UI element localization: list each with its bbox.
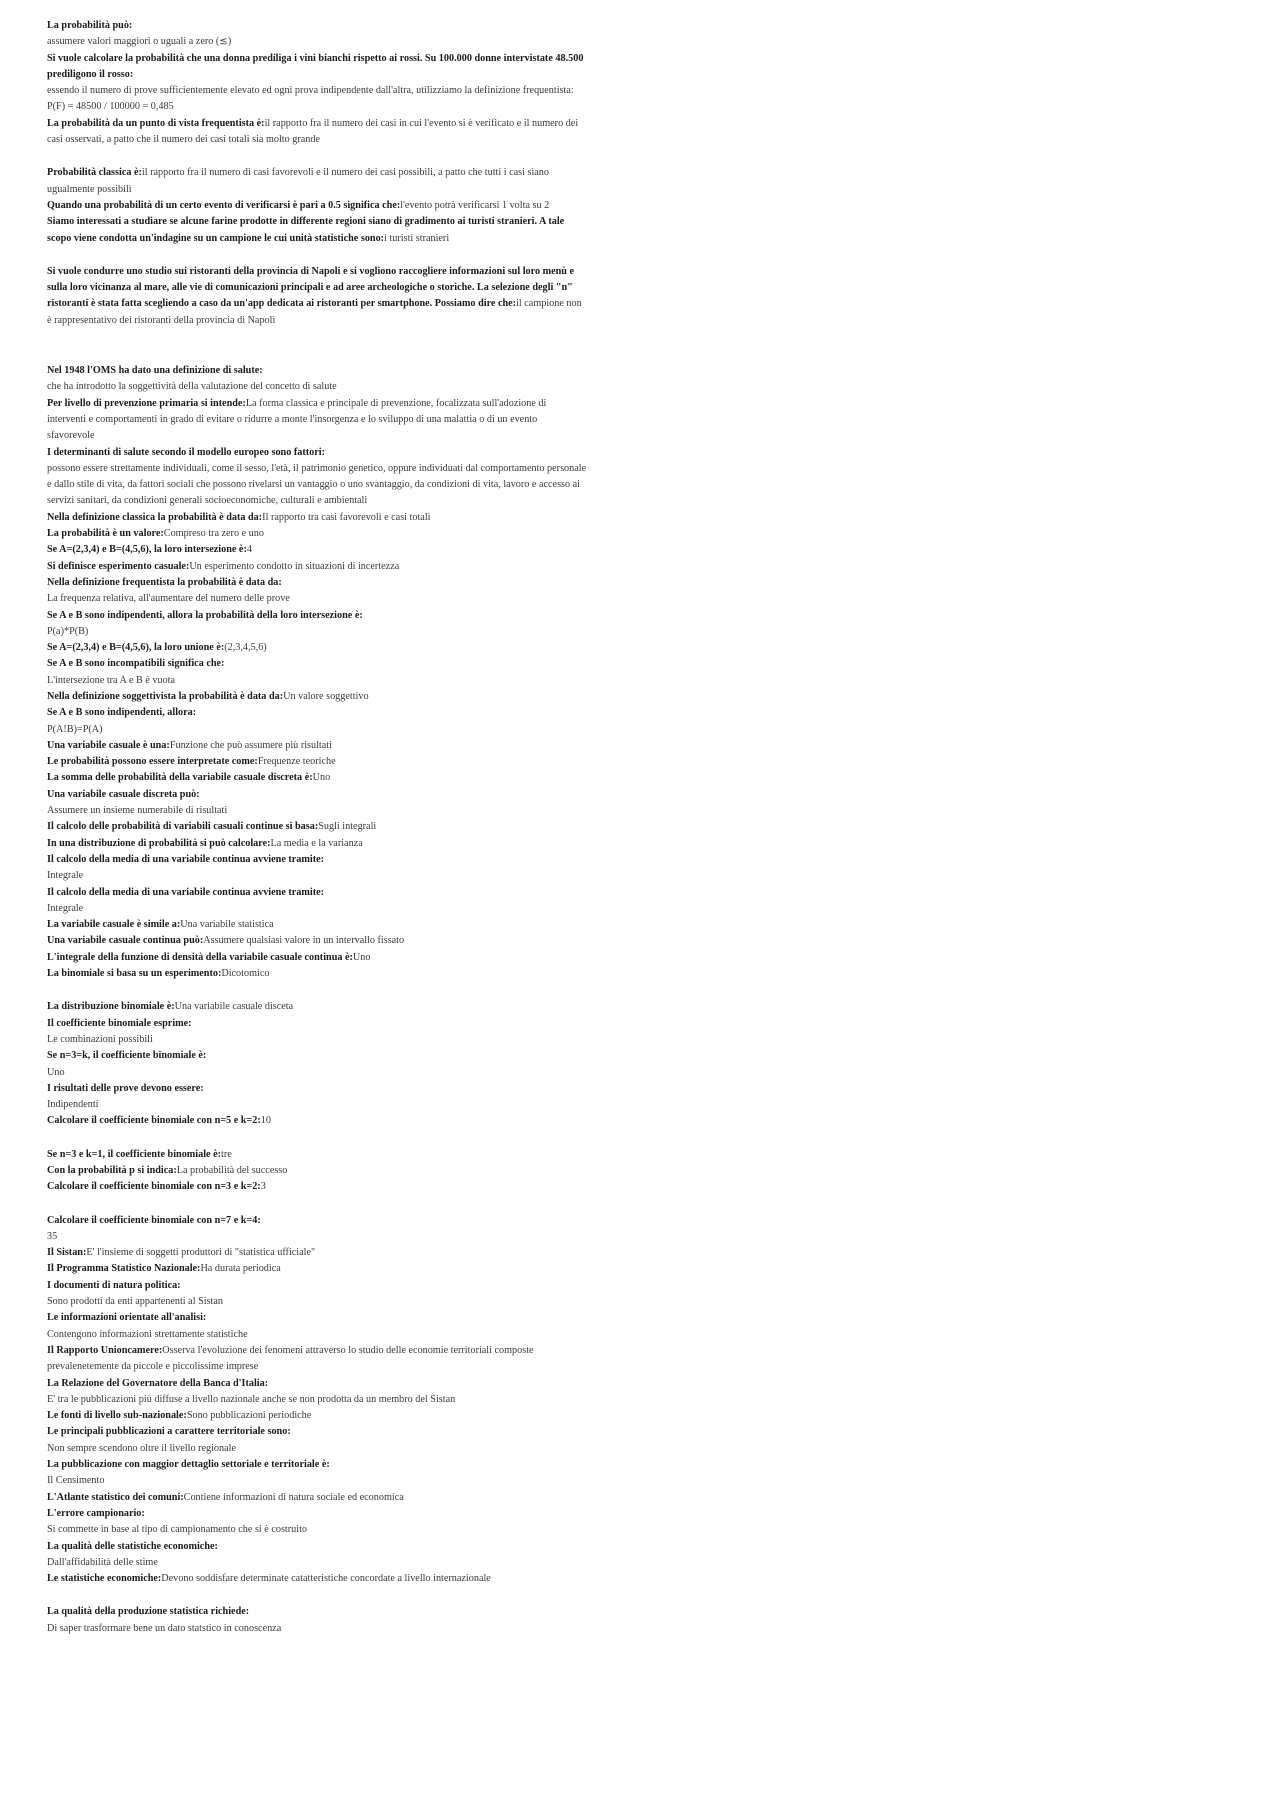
question-text: Quando una probabilità di un certo evento di verificarsi è pari a 0.5 significa che: xyxy=(47,199,401,211)
qa-paragraph xyxy=(47,51,587,116)
question-text: Il Sistan: xyxy=(47,1247,87,1259)
answer-text: (2,3,4,5,6) xyxy=(224,642,267,654)
question-text: Si vuole condurre uno studio sui ristoranti della provincia di Napoli e si vogliono raccogliere informazioni sul loro menù e sulla loro vicinanza al mare, alle vie di comunicazioni principali e ad aree archeologiche o storiche. La selezione degli "n" ristoranti è stata fatta scegliendo a caso da un'app dedicata ai ristoranti per smartphone. Possiamo dire che: xyxy=(47,265,575,310)
answer-text: Osserva l'evoluzione dei fenomeni attraverso lo studio delle economie territoriali composte prevalenetemente da piccole e piccolissime imprese xyxy=(47,1344,534,1373)
paragraph-spacer xyxy=(47,1196,587,1213)
question-text: Il calcolo della media di una variabile continua avviene tramite: xyxy=(47,886,325,898)
paragraph-spacer xyxy=(47,329,587,363)
answer-text: La frequenza relativa, all'aumentare del numero delle prove xyxy=(47,593,290,605)
qa-paragraph xyxy=(47,1147,587,1163)
qa-paragraph xyxy=(47,165,587,198)
answer-text: l'evento potrà verificarsi 1 volta su 2 xyxy=(400,199,550,211)
answer-text: il rapporto fra il numero di casi favorevoli e il numero dei casi possibili, a patto che tutti i casi siano ugualmente possibili xyxy=(47,167,549,195)
qa-paragraph xyxy=(47,18,587,51)
answer-text: assumere valori maggiori o uguali a zero (≲) xyxy=(47,36,232,48)
qa-paragraph xyxy=(47,1179,587,1195)
answer-text: 10 xyxy=(260,1115,271,1127)
question-text: L'integrale della funzione di densità della variabile casuale continua è: xyxy=(47,951,353,963)
question-text: Una variabile casuale è una: xyxy=(47,739,170,751)
question-text: La probabilità da un punto di vista frequentista è: xyxy=(47,117,265,129)
qa-paragraph xyxy=(47,575,587,608)
qa-paragraph xyxy=(47,1245,587,1261)
answer-text: Di saper trasformare bene un dato statstico in conoscenza xyxy=(47,1622,282,1634)
question-text: Calcolare il coefficiente binomiale con n=5 e k=2: xyxy=(47,1115,261,1127)
answer-text: 3 xyxy=(260,1181,266,1193)
question-text: Il Programma Statistico Nazionale: xyxy=(47,1263,201,1275)
question-text: Le principali pubblicazioni a carattere territoriale sono: xyxy=(47,1426,291,1438)
qa-paragraph xyxy=(47,1113,587,1129)
question-text: Le informazioni orientate all'analisi: xyxy=(47,1312,207,1324)
qa-paragraph xyxy=(47,445,587,510)
answer-text: Assumere un insieme numerabile di risultati xyxy=(47,805,228,817)
answer-text: La media e la varianza xyxy=(270,837,363,849)
qa-paragraph xyxy=(47,705,587,738)
answer-text: essendo il numero di prove sufficientemente elevato ed ogni prova indipendente dall'altra, utilizziamo la definizione frequentista: P(F) = 48500 / 100000 = 0,485 xyxy=(47,85,574,113)
question-text: Il calcolo delle probabilità di variabili casuali continue si basa: xyxy=(47,821,319,833)
answer-text: Funzione che può assumere più risultati xyxy=(169,739,332,751)
answer-text: Indipendenti xyxy=(47,1099,99,1111)
question-text: Una variabile casuale discreta può: xyxy=(47,788,200,800)
answer-text: E' tra le pubblicazioni più diffuse a livello nazionale anche se non prodotta da un membro del Sistan xyxy=(47,1393,456,1405)
answer-text: i turisti stranieri xyxy=(384,232,450,244)
qa-paragraph xyxy=(47,198,587,214)
qa-paragraph xyxy=(47,1490,587,1506)
answer-text: tre xyxy=(221,1148,232,1160)
qa-paragraph xyxy=(47,689,587,705)
answer-text: Le combinazioni possibili xyxy=(47,1033,153,1045)
answer-text: L'intersezione tra A e B è vuota xyxy=(47,674,176,686)
question-text: Probabilità classica è: xyxy=(47,167,142,179)
paragraph-spacer xyxy=(47,247,587,264)
answer-text: Frequenze teoriche xyxy=(257,756,336,768)
qa-paragraph xyxy=(47,1016,587,1049)
question-text: La variabile casuale è simile a: xyxy=(47,919,181,931)
paragraph-spacer xyxy=(47,148,587,165)
qa-paragraph xyxy=(47,819,587,835)
question-text: La binomiale si basa su un esperimento: xyxy=(47,968,222,980)
qa-paragraph xyxy=(47,1310,587,1343)
qa-paragraph xyxy=(47,559,587,575)
answer-text: Il rapporto tra casi favorevoli e casi totali xyxy=(262,511,431,523)
question-text: I documenti di natura politica: xyxy=(47,1279,181,1291)
qa-paragraph xyxy=(47,1457,587,1490)
qa-paragraph xyxy=(47,836,587,852)
answer-text: Uno xyxy=(47,1066,65,1078)
question-text: Se n=3 e k=1, il coefficiente binomiale è: xyxy=(47,1148,222,1160)
question-text: Nella definizione soggettivista la probabilità è data da: xyxy=(47,690,284,702)
answer-text: Una variabile casuale disceta xyxy=(174,1001,294,1013)
qa-paragraph xyxy=(47,510,587,526)
question-text: Se A e B sono indipendenti, allora: xyxy=(47,707,197,719)
qa-paragraph xyxy=(47,1261,587,1277)
answer-text: Integrale xyxy=(47,902,84,914)
question-text: Il Rapporto Unioncamere: xyxy=(47,1344,163,1356)
qa-paragraph xyxy=(47,1424,587,1457)
question-text: Il coefficiente binomiale esprime: xyxy=(47,1017,192,1029)
question-text: La qualità della produzione statistica richiede: xyxy=(47,1606,250,1618)
qa-paragraph xyxy=(47,1408,587,1424)
paragraph-spacer xyxy=(47,1130,587,1147)
qa-paragraph xyxy=(47,363,587,396)
answer-text: possono essere strettamente individuali, come il sesso, l'età, il patrimonio genetico, oppure individuati dal comportamento personale e dallo stile di vita, da fattori sociali che possono rivelarsi un vantaggio o uno svantaggio, da condizioni di vita, lavoro e accesso ai servizi sanitari, da condizioni generali socioeconomiche, culturali e ambientali xyxy=(47,462,587,507)
question-text: Nella definizione frequentista la probabilità è data da: xyxy=(47,576,282,588)
answer-text: P(a)*P(B) xyxy=(47,625,89,637)
answer-text: il campione non è rappresentativo dei ristoranti della provincia di Napoli xyxy=(47,298,582,326)
answer-text: Dall'affidabilità delle stime xyxy=(47,1556,158,1568)
question-text: La pubblicazione con maggior dettaglio settoriale e territoriale è: xyxy=(47,1459,330,1471)
qa-paragraph xyxy=(47,738,587,754)
question-text: L'Atlante statistico dei comuni: xyxy=(47,1491,184,1503)
qa-paragraph xyxy=(47,1081,587,1114)
answer-text: Un esperimento condotto in situazioni di incertezza xyxy=(189,560,400,572)
question-text: Il calcolo della media di una variabile continua avviene tramite: xyxy=(47,853,325,865)
question-text: La probabilità è un valore: xyxy=(47,528,164,540)
answer-text: Ha durata periodica xyxy=(200,1263,281,1275)
qa-paragraph xyxy=(47,1376,587,1409)
qa-paragraph xyxy=(47,1048,587,1081)
question-text: Calcolare il coefficiente binomiale con n=3 e k=2: xyxy=(47,1181,261,1193)
qa-paragraph xyxy=(47,264,587,329)
question-text: L'errore campionario: xyxy=(47,1507,145,1519)
answer-text: Il Censimento xyxy=(47,1475,105,1487)
qa-paragraph xyxy=(47,608,587,641)
question-text: La distribuzione binomiale è: xyxy=(47,1001,175,1013)
qa-paragraph xyxy=(47,999,587,1015)
paragraph-spacer xyxy=(47,982,587,999)
answer-text: Contiene informazioni di natura sociale ed economica xyxy=(183,1491,404,1503)
answer-text: Integrale xyxy=(47,870,84,882)
answer-text: Compreso tra zero e uno xyxy=(163,528,264,540)
answer-text: che ha introdotto la soggettività della valutazione del concetto di salute xyxy=(47,381,337,393)
qa-paragraph xyxy=(47,787,587,820)
qa-paragraph xyxy=(47,640,587,656)
answer-text: Non sempre scendono oltre il livello regionale xyxy=(47,1442,236,1454)
qa-paragraph xyxy=(47,885,587,918)
question-text: Una variabile casuale continua può: xyxy=(47,935,204,947)
question-text: I determinanti di salute secondo il modello europeo sono fattori: xyxy=(47,446,325,458)
answer-text: Contengono informazioni strettamente statistiche xyxy=(47,1328,248,1340)
answer-text: La forma classica e principale di prevenzione, focalizzata sull'adozione di interventi e comportamenti in grado di evitare o ridurre a monte l'insorgenza e lo sviluppo di una malattia o di un evento sfavorevole xyxy=(47,397,547,442)
question-text: Se A e B sono incompatibili significa che: xyxy=(47,658,225,670)
question-text: I risultati delle prove devono essere: xyxy=(47,1082,204,1094)
answer-text: Sugli integrali xyxy=(318,821,377,833)
qa-paragraph xyxy=(47,214,587,247)
document-body xyxy=(47,18,587,1637)
question-text: Si definisce esperimento casuale: xyxy=(47,560,190,572)
qa-paragraph xyxy=(47,950,587,966)
question-text: Se A e B sono indipendenti, allora la probabilità della loro intersezione è: xyxy=(47,609,363,621)
qa-paragraph xyxy=(47,1213,587,1246)
answer-text: E' l'insieme di soggetti produttori di "statistica ufficiale" xyxy=(86,1247,316,1259)
question-text: Nella definizione classica la probabilità è data da: xyxy=(47,511,263,523)
question-text: In una distribuzione di probabilità si può calcolare: xyxy=(47,837,271,849)
question-text: Calcolare il coefficiente binomiale con n=7 e k=4: xyxy=(47,1214,261,1226)
qa-paragraph xyxy=(47,852,587,885)
answer-text: Sono prodotti da enti appartenenti al Sistan xyxy=(47,1296,223,1308)
question-text: Le fonti di livello sub-nazionale: xyxy=(47,1410,187,1422)
qa-paragraph xyxy=(47,1343,587,1376)
answer-text: 4 xyxy=(246,544,252,556)
qa-paragraph xyxy=(47,1506,587,1539)
question-text: Se A=(2,3,4) e B=(4,5,6), la loro unione è: xyxy=(47,642,225,654)
qa-paragraph xyxy=(47,542,587,558)
question-text: Siamo interessati a studiare se alcune farine prodotte in differente regioni siano di gradimento ai turisti stranieri. A tale scopo viene condotta un'indagine su un campione le cui unità statistiche sono: xyxy=(47,216,565,244)
question-text: Con la probabilità p si indica: xyxy=(47,1165,177,1176)
paragraph-spacer xyxy=(47,1587,587,1604)
answer-text: il rapporto fra il numero dei casi in cui l'evento si è verificato e il numero dei casi osservati, a patto che il numero dei casi totali sia molto grande xyxy=(47,117,579,146)
answer-text: La probabilità del successo xyxy=(176,1165,288,1176)
answer-text: Uno xyxy=(352,951,371,963)
answer-text: Si commette in base al tipo di campionamento che si è costruito xyxy=(47,1524,308,1536)
question-text: La somma delle probabilità della variabile casuale discreta è: xyxy=(47,772,313,784)
qa-paragraph xyxy=(47,1278,587,1311)
qa-paragraph xyxy=(47,1571,587,1587)
qa-paragraph xyxy=(47,770,587,786)
question-text: La Relazione del Governatore della Banca d'Italia: xyxy=(47,1377,269,1389)
answer-text: Dicotomico xyxy=(221,968,270,980)
question-text: Se n=3=k, il coefficiente binomiale è: xyxy=(47,1050,207,1062)
question-text: Per livello di prevenzione primaria si intende: xyxy=(47,397,246,409)
qa-paragraph xyxy=(47,917,587,933)
qa-paragraph xyxy=(47,116,587,149)
qa-paragraph xyxy=(47,1539,587,1572)
answer-text: Un valore soggettivo xyxy=(283,690,369,702)
answer-text: Sono pubblicazioni periodiche xyxy=(186,1410,312,1422)
question-text: Se A=(2,3,4) e B=(4,5,6), la loro intersezione è: xyxy=(47,544,247,556)
answer-text: Una variabile statistica xyxy=(180,919,274,931)
question-text: Nel 1948 l'OMS ha dato una definizione di salute: xyxy=(47,365,263,377)
qa-paragraph xyxy=(47,1163,587,1179)
qa-paragraph xyxy=(47,966,587,982)
answer-text: Devono soddisfare determinate catatteristiche concordate a livello internazionale xyxy=(161,1573,491,1585)
answer-text: Uno xyxy=(312,772,331,784)
answer-text: 35 xyxy=(47,1230,58,1242)
question-text: Le probabilità possono essere interpretate come: xyxy=(47,756,258,768)
qa-paragraph xyxy=(47,656,587,689)
qa-paragraph xyxy=(47,1604,587,1637)
qa-paragraph xyxy=(47,396,587,445)
question-text: La probabilità può: xyxy=(47,20,133,31)
qa-paragraph xyxy=(47,933,587,949)
question-text: Le statistiche economiche: xyxy=(47,1573,162,1585)
answer-text: Assumere qualsiasi valore in un intervallo fissato xyxy=(203,935,405,947)
qa-paragraph xyxy=(47,526,587,542)
question-text: La qualità delle statistiche economiche: xyxy=(47,1540,218,1552)
question-text: Si vuole calcolare la probabilità che una donna prediliga i vini bianchi rispetto ai rossi. Su 100.000 donne intervistate 48.500 prediligono il rosso: xyxy=(47,52,584,80)
qa-paragraph xyxy=(47,754,587,770)
answer-text: P(A!B)=P(A) xyxy=(47,723,103,735)
